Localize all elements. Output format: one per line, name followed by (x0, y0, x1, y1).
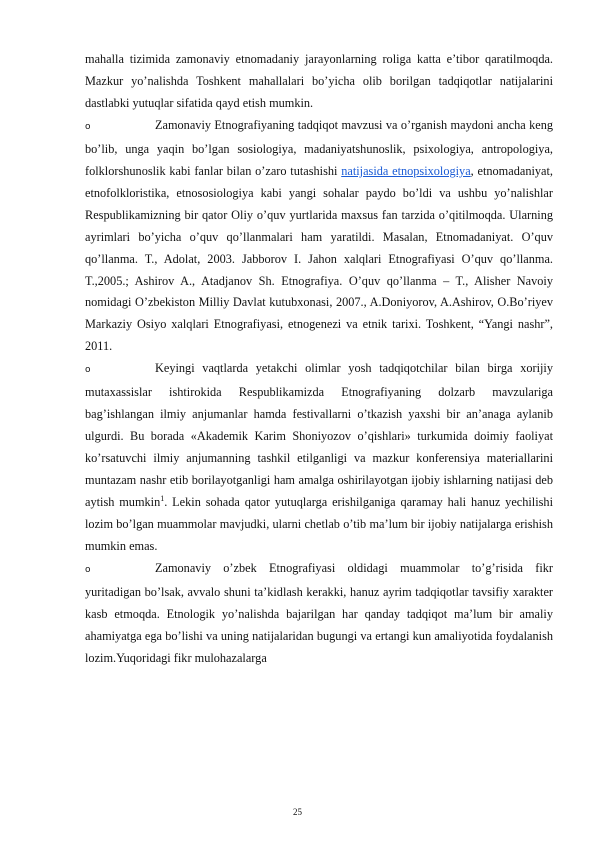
paragraph-1-text-b: , etnomadaniyat, etnofolkloristika, etnososiologiya kabi yangi sohalar paydo bo’ldi va ushbu yo’nalishlar Respublikamizning bir qator Oliy o’quv yurtlarida maxsus fan tarzida o’qitilmoqda. Ularning ayrimlari bo’yicha o’quv qo’llanmalari ham yaratildi. Masalan, Etnomadaniyat. O’quv qo’llanma. T., Adolat, 2003. Jabborov I. Jahon xalqlari Etnografiyasi O’quv qo’llanma. T.,2005.; Ashirov A., Atadjanov Sh. Etnografiya. O’quv qo’llanma – T., Alisher Navoiy nomidagi O’zbekiston Milliy Davlat kutubxonasi, 2007., A.Doniyorov, A.Ashirov, O.Bo’riyev Markaziy Osiyo xalqlari Etnografiyasi, etnogenezi va etnik tarixi. Toshkent, “Yangi nashr”, 2011. (85, 163, 553, 354)
paragraph-2-text-a: Keyingi vaqtlarda yetakchi olimlar yosh tadqiqotchilar bilan birga xorijiy mutaxassislar ishtirokida Respublikamizda Etnografiyaning dolzarb mavzulariga bag’ishlangan ilmiy anjumanlar hamda festivallarni o’tkazish yaxshi bir an’anaga aylanib ulgurdi. Bu borada «Akademik Karim Shoniyozov o’qishlari» turkumida doimiy faoliyat ko’rsatuvchi ilmiy anjumanning tashkil etilganligi va mazkur konferensiya materiallarini muntazam nashr etib borilayotganligi ham amalga oshirilayotgan ijobiy ishlarning natijasi deb aytish mumkin (85, 361, 553, 510)
page-number: 25 (293, 807, 302, 817)
bullet-icon: o (85, 121, 91, 132)
bullet-icon: o (85, 564, 91, 575)
paragraph-3 (85, 558, 553, 670)
link-etnopsixologiya[interactable]: natijasida etnopsixologiya (341, 163, 471, 178)
paragraph-3-text: Zamonaviy o’zbek Etnografiyasi oldidagi muammolar to’g’risida fikr yuritadigan bo’lsak, avvalo shuni ta’kidlash kerakki, hanuz ayrim tadqiqotlar tavsifiy xarakter kasb etmoqda. Etnologik yo’nalishda bajarilgan har qanday tadqiqot ma’lum bir amaliy ahamiyatga ega bo’lishi va uning natijalaridan bugungi va ertangi kun amaliyotida foydalanish lozim.Yuqoridagi fikr mulohazalarga (85, 560, 553, 665)
document-body (85, 49, 553, 670)
footnote-marker[interactable]: 1 (160, 493, 165, 503)
paragraph-1-text-a: Zamonaviy Etnografiyaning tadqiqot mavzusi va o’rganish maydoni ancha keng bo’lib, unga yaqin bo’lgan sosiologiya, madaniyatshunoslik, psixologiya, antropologiya, folklorshunoslik kabi fanlar bilan o’zaro tutashishi (85, 117, 553, 178)
bullet-icon: o (85, 365, 91, 376)
paragraph-1 (85, 115, 553, 358)
paragraph-2-text-b: . Lekin sohada qator yutuqlarga erishilganiga qaramay hali hanuz yechilishi lozim bo’lgan muammolar mavjudki, ularni chetlab o’tib ma’lum bir ijobiy natijalarga erishish mumkin emas. (85, 495, 553, 553)
paragraph-2 (85, 358, 553, 558)
paragraph-0: mahalla tizimida zamonaviy etnomadaniy jarayonlarning roliga katta e’tibor qaratilmoqda. Mazkur yo’nalishda Toshkent mahallalari bo’yicha olib borilgan tadqiqotlar natijalarini dastlabki yutuqlar sifatida qayd etish mumkin. (85, 52, 553, 110)
